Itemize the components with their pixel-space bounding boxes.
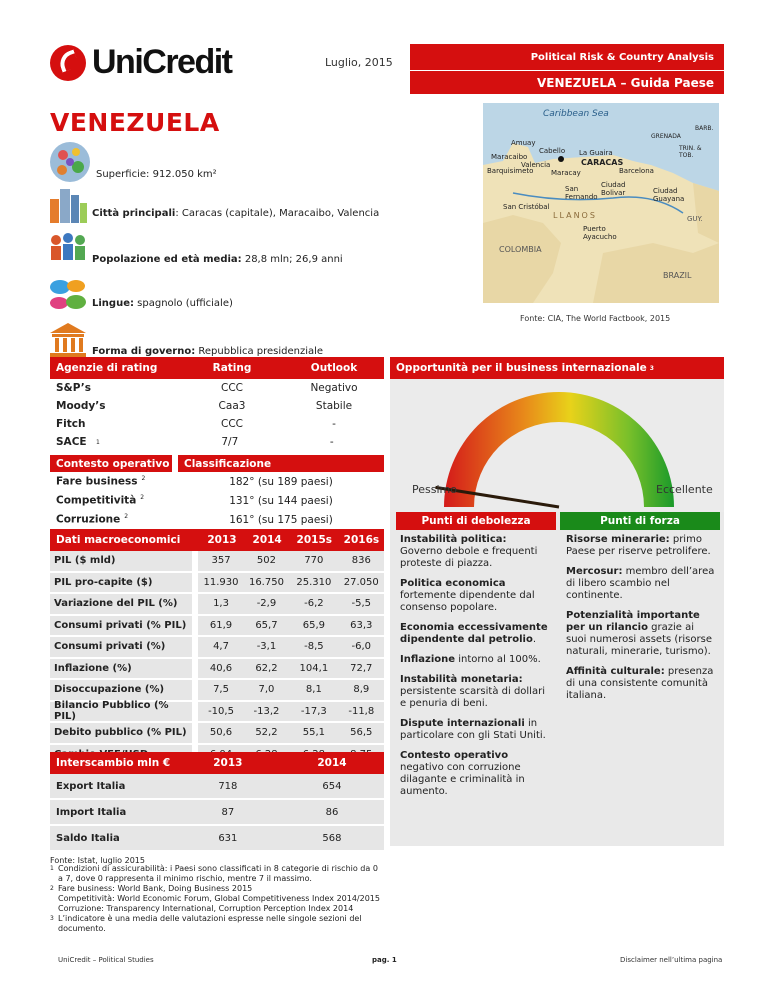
- weaknesses-item-text: intorno al 100%.: [455, 654, 541, 665]
- people-icon: [48, 230, 88, 273]
- weaknesses-item: [400, 654, 550, 666]
- rating-outlook: -: [329, 436, 334, 448]
- macro-header-2014: 2014: [252, 534, 282, 546]
- footnotes: [50, 864, 384, 934]
- macro-row: [50, 723, 384, 745]
- rating-row: [50, 397, 384, 415]
- macro-header: [50, 529, 384, 551]
- macro-value: 62,2: [244, 659, 289, 679]
- map-label-san-fernando: San Fernando: [565, 185, 598, 201]
- map-label-valencia: Valencia: [521, 161, 551, 169]
- footnote-item: [50, 904, 384, 914]
- weaknesses-item-text: Governo debole e frequenti proteste di piazza.: [400, 546, 538, 569]
- publication-date: Luglio, 2015: [325, 56, 393, 69]
- operating-value: 161° (su 175 paesi): [229, 513, 333, 526]
- map-label-la-guaira: La Guaira: [579, 149, 613, 157]
- macro-value: 55,1: [289, 723, 338, 743]
- rating-agency: Moody’s: [56, 400, 106, 412]
- trade-header-2013: 2013: [213, 757, 243, 769]
- weaknesses-item-text: in particolare con gli Stati Uniti.: [400, 718, 546, 741]
- footnote-number: 1: [50, 865, 54, 872]
- weaknesses-item-title: Contesto operativo: [400, 750, 509, 761]
- fact-label-population: Popolazione ed età media:: [92, 253, 242, 265]
- footnote-text: Competitività: World Economic Forum, Global Competitiveness Index 2014/2015: [58, 894, 380, 903]
- unicredit-logo: [50, 43, 232, 82]
- macro-value: 65,7: [244, 616, 289, 636]
- strengths-item: [566, 666, 716, 702]
- map-label-grenada: GRENADA: [651, 133, 681, 140]
- macro-value: 40,6: [198, 659, 243, 679]
- operating-context: [50, 455, 384, 529]
- macro-value: 65,9: [289, 616, 338, 636]
- macro-label: Debito pubblico (% PIL): [50, 723, 192, 743]
- macro-row: [50, 551, 384, 573]
- macro-label: PIL ($ mld): [50, 551, 192, 571]
- footnote-item: [50, 884, 384, 894]
- opportunity-panel: [390, 357, 724, 512]
- strengths-header: Punti di forza: [560, 512, 720, 530]
- macro-value: 61,9: [198, 616, 243, 636]
- weaknesses-item: [400, 534, 550, 570]
- weaknesses-item: [400, 718, 550, 742]
- operating-row: [50, 510, 384, 529]
- map-label-san-cristobal: San Cristóbal: [503, 203, 550, 211]
- map-label-maracay: Maracay: [551, 169, 581, 177]
- trade-label: Export Italia: [56, 780, 126, 792]
- trade-value: 568: [322, 832, 342, 844]
- macro-header-2015s: 2015s: [296, 534, 333, 546]
- footer-left: UniCredit – Political Studies: [58, 956, 154, 964]
- strengths-item-text: primo Paese per riserve petrolifere.: [566, 534, 711, 557]
- fact-value-population: 28,8 mln; 26,9 anni: [241, 253, 343, 265]
- macro-header-2013: 2013: [207, 534, 237, 546]
- trade-row: [50, 826, 384, 852]
- macro-value: -6,2: [289, 594, 338, 614]
- gauge-low-label: Pessimo: [412, 483, 457, 496]
- macro-value: 25.310: [289, 573, 338, 593]
- macro-value: 27.050: [339, 573, 384, 593]
- fact-languages: [48, 274, 379, 318]
- map-label-barbados: BARB.: [695, 125, 714, 132]
- macro-value: 50,6: [198, 723, 243, 743]
- macro-value: 63,3: [339, 616, 384, 636]
- operating-sup: 2: [141, 475, 146, 483]
- strengths-item-text: grazie ai suoi numerosi assets (risorse naturali, minerarie, turismo).: [566, 622, 712, 657]
- strengths-item: [566, 610, 716, 658]
- footnote-text: Condizioni di assicurabilità: i Paesi sono classificati in 8 categorie di rischio da 0 a 7, dove 0 rappresenta il minimo rischio, mentre 7 il massimo.: [58, 864, 378, 883]
- rating-row: [50, 379, 384, 397]
- rating-table: [50, 357, 384, 451]
- trade-source: Fonte: Istat, luglio 2015: [50, 856, 145, 865]
- map-label-caracas: CARACAS: [581, 158, 624, 167]
- fact-value-cities: : Caracas (capitale), Maracaibo, Valencia: [175, 207, 380, 219]
- speech-bubbles-icon: [48, 277, 88, 316]
- operating-row: [50, 472, 384, 491]
- macro-value: -5,5: [339, 594, 384, 614]
- fact-population: [48, 228, 379, 274]
- map-label-barquisimeto: Barquisimeto: [487, 167, 534, 175]
- trade-row: [50, 800, 384, 826]
- macro-value: 502: [244, 551, 289, 571]
- weaknesses-item-title: Instabilità politica:: [400, 534, 507, 545]
- trade-value: 87: [221, 806, 235, 818]
- trade-value: 654: [322, 780, 342, 792]
- city-icon: [48, 185, 88, 228]
- rating-agency: SACE: [56, 436, 87, 448]
- trade-value: 718: [218, 780, 238, 792]
- section-banner: Political Risk & Country Analysis: [410, 44, 724, 70]
- country-title: VENEZUELA: [50, 108, 220, 137]
- weaknesses-header: Punti di debolezza: [396, 512, 556, 530]
- footnote-item: [50, 864, 384, 884]
- fact-label-languages: Lingue:: [92, 297, 134, 309]
- operating-label: Fare business: [56, 475, 138, 488]
- macro-value: 8,1: [289, 680, 338, 700]
- fact-area: [48, 138, 379, 188]
- fact-value-languages: spagnolo (ufficiale): [133, 297, 233, 309]
- trade-value: 86: [325, 806, 339, 818]
- rating-row: [50, 433, 384, 451]
- weaknesses-item-title: Instabilità monetaria:: [400, 674, 523, 685]
- footnote-number: 2: [50, 885, 54, 892]
- weaknesses-item-title: Dispute internazionali: [400, 718, 525, 729]
- trade-header-2014: 2014: [317, 757, 347, 769]
- trade-label: Saldo Italia: [56, 832, 120, 844]
- map-label-barcelona: Barcelona: [619, 167, 654, 175]
- macro-row: [50, 616, 384, 638]
- fact-label-cities: Città principali: [92, 207, 176, 219]
- macro-label: Variazione del PIL (%): [50, 594, 192, 614]
- macro-value: 1,3: [198, 594, 243, 614]
- map-label-colombia: COLOMBIA: [499, 245, 542, 254]
- footnote-number: [50, 904, 58, 914]
- operating-label-cell: [50, 494, 178, 507]
- trade-table: [50, 752, 384, 865]
- logo-text: UniCredit: [92, 43, 232, 81]
- rating-header-rating: Rating: [212, 362, 252, 374]
- strengths-item-text: membro dell’area di libero scambio nel continente.: [566, 566, 715, 601]
- operating-header-label: Contesto operativo: [50, 455, 172, 472]
- rating-value: 7/7: [221, 436, 239, 448]
- macro-value: -8,5: [289, 637, 338, 657]
- gauge-high-label: Eccellente: [656, 483, 713, 496]
- strengths-item-title: Affinità culturale:: [566, 666, 665, 677]
- strengths-item-text: presenza di una consistente comunità italiana.: [566, 666, 714, 701]
- macro-value: 7,0: [244, 680, 289, 700]
- weaknesses-item-text: fortemente dipendente dal consenso popolare.: [400, 590, 535, 613]
- rating-value: Caa3: [218, 400, 246, 412]
- fact-label-government: Forma di governo:: [92, 345, 196, 357]
- footnote-text: L’indicatore è una media delle valutazioni espresse nelle singole sezioni del documento.: [58, 914, 362, 933]
- macro-table: [50, 529, 384, 777]
- rating-value: CCC: [221, 382, 243, 394]
- operating-header: [50, 455, 384, 472]
- footnote-number: 3: [50, 915, 54, 922]
- macro-value: 7,5: [198, 680, 243, 700]
- operating-value: 131° (su 144 paesi): [229, 494, 333, 507]
- weaknesses-item-title: Inflazione: [400, 654, 456, 665]
- operating-label: Competitività: [56, 494, 137, 507]
- map-label-trinidad: TRIN. & TOB.: [679, 145, 702, 159]
- opportunity-sup: 3: [649, 364, 654, 372]
- rating-value: CCC: [221, 418, 243, 430]
- facts-list: [48, 138, 379, 364]
- macro-value: 52,2: [244, 723, 289, 743]
- footnote-number: [50, 894, 58, 904]
- trade-row: [50, 774, 384, 800]
- weaknesses-item-text: negativo con corruzione dilagante e criminalità in aumento.: [400, 762, 525, 797]
- trade-value: 631: [218, 832, 238, 844]
- opportunity-header: [390, 357, 724, 379]
- map-label-amuay: Amuay: [511, 139, 536, 147]
- globe-icon: [48, 140, 92, 187]
- rating-row: [50, 415, 384, 433]
- macro-row: [50, 573, 384, 595]
- operating-label-cell: [50, 513, 178, 526]
- macro-row: [50, 680, 384, 702]
- operating-header-class: Classificazione: [178, 455, 384, 472]
- macro-label: PIL pro-capite ($): [50, 573, 192, 593]
- weaknesses-item: [400, 674, 550, 710]
- strengths-item-title: Mercosur:: [566, 566, 623, 577]
- map-label-llanos: LLANOS: [553, 211, 597, 220]
- macro-row: [50, 637, 384, 659]
- weaknesses-item: [400, 578, 550, 614]
- map-label-ciudad-guayana: Ciudad Guayana: [653, 187, 685, 203]
- macro-label: Bilancio Pubblico (% PIL): [50, 702, 192, 722]
- macro-value: 104,1: [289, 659, 338, 679]
- weaknesses-item: [400, 750, 550, 798]
- map-label-guyana: GUY.: [687, 215, 703, 223]
- macro-label: Consumi privati (% PIL): [50, 616, 192, 636]
- macro-value: -3,1: [244, 637, 289, 657]
- fact-value-area: : 912.050 km²: [146, 168, 217, 180]
- weaknesses-list: [400, 534, 550, 806]
- weaknesses-item-text: persistente scarsità di dollari e penuria di beni.: [400, 686, 545, 709]
- map-label-cabello: Cabello: [539, 147, 566, 155]
- macro-value: -17,3: [289, 702, 338, 722]
- trade-label: Import Italia: [56, 806, 127, 818]
- map-label-maracaibo: Maracaibo: [491, 153, 528, 161]
- macro-value: 72,7: [339, 659, 384, 679]
- macro-value: -13,2: [244, 702, 289, 722]
- strengths-item-title: Risorse minerarie:: [566, 534, 670, 545]
- weaknesses-item-title: Politica economica: [400, 578, 506, 589]
- macro-value: 770: [289, 551, 338, 571]
- operating-value: 182° (su 189 paesi): [229, 475, 333, 488]
- footer-page: pag. 1: [372, 956, 397, 964]
- strengths-list: [566, 534, 716, 710]
- strengths-item-title: Potenzialità importante per un rilancio: [566, 610, 700, 633]
- map-source: Fonte: CIA, The World Factbook, 2015: [520, 314, 671, 323]
- weaknesses-item: [400, 622, 550, 646]
- rating-header-agency: Agenzie di rating: [56, 362, 158, 374]
- macro-label: Disoccupazione (%): [50, 680, 192, 700]
- macro-value: -6,0: [339, 637, 384, 657]
- footnote-item: [50, 894, 384, 904]
- macro-value: -2,9: [244, 594, 289, 614]
- operating-label: Corruzione: [56, 513, 121, 526]
- footnote-text: Fare business: World Bank, Doing Business 2015: [58, 884, 253, 893]
- macro-value: -10,5: [198, 702, 243, 722]
- footer-right: Disclaimer nell’ultima pagina: [620, 956, 723, 964]
- rating-agency: S&P’s: [56, 382, 91, 394]
- macro-value: -11,8: [339, 702, 384, 722]
- rating-outlook: Stabile: [315, 400, 353, 412]
- trade-header-label: Interscambio mln €: [56, 757, 171, 769]
- weaknesses-item-title: Economia eccessivamente dipendente dal petrolio: [400, 622, 548, 645]
- fact-value-government: Repubblica presidenziale: [195, 345, 324, 357]
- venezuela-map: [483, 103, 719, 303]
- rating-outlook: -: [332, 418, 336, 430]
- map-label-caribbean: Caribbean Sea: [543, 109, 609, 119]
- rating-outlook: Negativo: [310, 382, 358, 394]
- map-label-ciudad-bolivar: Ciudad Bolivar: [601, 181, 626, 197]
- footnote-item: [50, 914, 384, 934]
- macro-value: 4,7: [198, 637, 243, 657]
- operating-row: [50, 491, 384, 510]
- macro-row: [50, 659, 384, 681]
- fact-cities: [48, 184, 379, 228]
- weaknesses-item-text: .: [532, 634, 536, 645]
- operating-sup: 2: [140, 494, 145, 502]
- macro-label: Inflazione (%): [50, 659, 192, 679]
- footnote-text: Corruzione: Transparency International, Corruption Perception Index 2014: [58, 904, 354, 913]
- operating-sup: 2: [124, 513, 129, 521]
- macro-value: 56,5: [339, 723, 384, 743]
- rating-agency: Fitch: [56, 418, 86, 430]
- macro-value: 357: [198, 551, 243, 571]
- rating-header: [50, 357, 384, 379]
- opportunity-title: Opportunità per il business internazionale: [396, 362, 647, 374]
- strengths-item: [566, 566, 716, 602]
- unicredit-logo-icon: [50, 45, 86, 81]
- macro-value: 836: [339, 551, 384, 571]
- strengths-item: [566, 534, 716, 558]
- trade-header: [50, 752, 384, 774]
- macro-label: Consumi privati (%): [50, 637, 192, 657]
- macro-value: 11.930: [198, 573, 243, 593]
- map-label-brazil: BRAZIL: [663, 271, 692, 280]
- rating-agency-sup: 1: [96, 438, 100, 446]
- macro-header-2016s: 2016s: [343, 534, 380, 546]
- operating-label-cell: [50, 475, 178, 488]
- macro-value: 8,9: [339, 680, 384, 700]
- rating-header-outlook: Outlook: [310, 362, 358, 374]
- macro-row: [50, 594, 384, 616]
- fact-label-area: Superficie: [96, 168, 147, 180]
- macro-header-label: Dati macroeconomici: [56, 534, 181, 546]
- guide-title: VENEZUELA – Guida Paese: [410, 70, 724, 94]
- macro-value: 16.750: [244, 573, 289, 593]
- macro-row: [50, 702, 384, 724]
- map-label-puerto-ayacucho: Puerto Ayacucho: [583, 225, 617, 241]
